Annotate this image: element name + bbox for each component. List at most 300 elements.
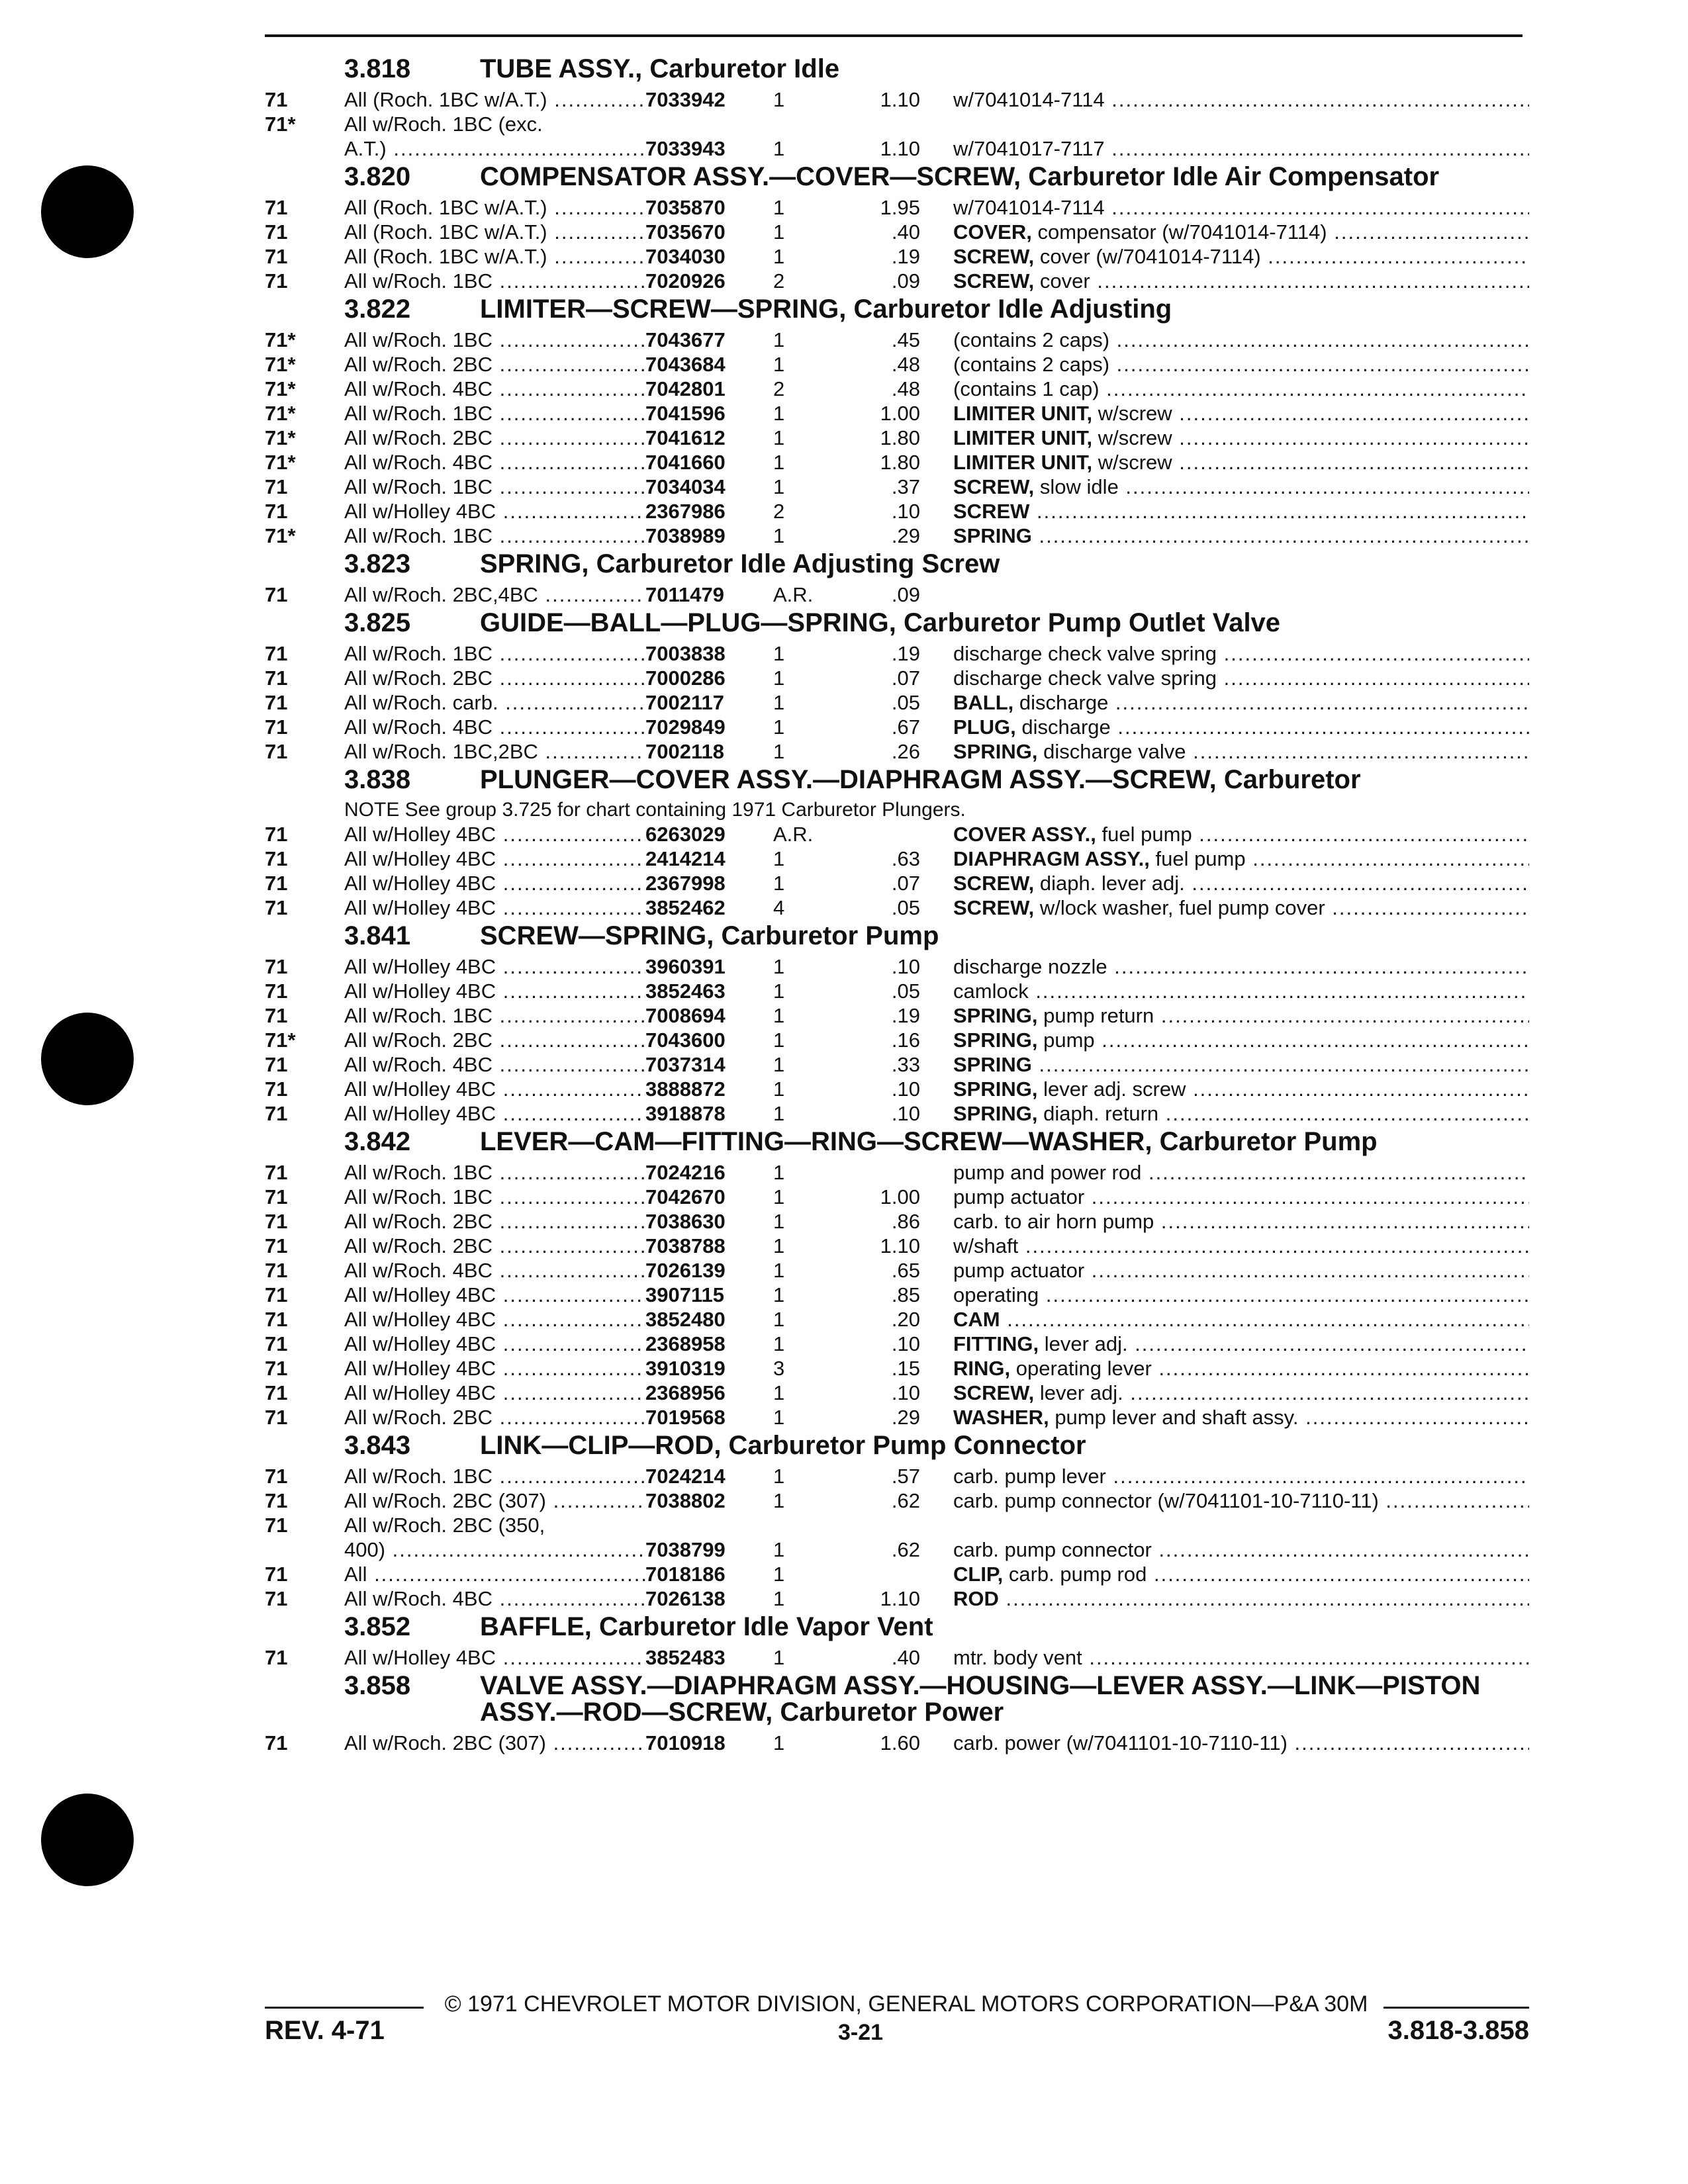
description-keyword: LIMITER UNIT, <box>953 426 1093 449</box>
section-3-825 <box>0 610 1688 764</box>
application-cell: All w/Holley 4BC ..... <box>344 1077 645 1101</box>
section-number: 3.852 <box>344 1612 411 1641</box>
part-number-cell: 6263029 <box>645 823 726 846</box>
description-text: pump actuator <box>953 1185 1085 1208</box>
application-cell: All w/Roch. 1BC ..... <box>344 641 645 666</box>
section-3-822 <box>0 296 1688 548</box>
section-number: 3.843 <box>344 1431 411 1460</box>
price-cell: .10 <box>891 1332 920 1355</box>
part-number-cell: 7018186 <box>645 1563 726 1586</box>
application-cell: All w/Roch. 2BC ..... <box>344 1234 645 1258</box>
description-keyword: SPRING <box>953 1053 1032 1076</box>
part-number-cell: 7026138 <box>645 1587 726 1610</box>
quantity-cell: 1 <box>773 1102 785 1125</box>
quantity-cell: 1 <box>773 1259 785 1282</box>
binder-hole-bottom <box>41 1794 134 1886</box>
year-cell: 71* <box>265 1028 296 1052</box>
part-row <box>0 979 1688 1003</box>
price-cell: .10 <box>891 500 920 523</box>
part-row <box>0 1307 1688 1332</box>
section-title: LEVER—CAM—FITTING—RING—SCREW—WASHER, Carburetor Pump <box>480 1127 1378 1156</box>
section-title: SPRING, Carburetor Idle Adjusting Screw <box>480 549 1000 578</box>
part-number-cell: 7042801 <box>645 377 726 400</box>
application-cell: All w/Roch. 4BC ..... <box>344 377 645 401</box>
part-number-cell: 7043677 <box>645 328 726 351</box>
price-cell: .29 <box>891 524 920 547</box>
section-number: 3.825 <box>344 608 411 637</box>
application-cell: All w/Roch. 1BC ..... <box>344 269 645 293</box>
price-cell: 1.80 <box>880 451 920 474</box>
quantity-cell: 1 <box>773 1465 785 1488</box>
description-text: pump <box>1043 1028 1095 1052</box>
description-cell <box>953 895 1529 920</box>
year-cell: 71 <box>265 583 288 606</box>
description-keyword: SPRING, <box>953 1004 1038 1027</box>
part-row <box>0 426 1688 450</box>
application-cell: All w/Roch. 4BC ..... <box>344 1258 645 1283</box>
application-cell: All w/Roch. 2BC (307) ..... <box>344 1731 645 1755</box>
year-cell: 71 <box>265 1406 288 1429</box>
year-cell: 71 <box>265 740 288 763</box>
section-number: 3.818 <box>344 54 411 83</box>
description-text: camlock <box>953 979 1029 1003</box>
year-cell: 71* <box>265 402 296 425</box>
section-title: SCREW—SPRING, Carburetor Pump <box>480 921 939 950</box>
quantity-cell: 1 <box>773 402 785 425</box>
description-cell <box>953 1003 1529 1028</box>
price-cell: .10 <box>891 955 920 978</box>
year-cell: 71 <box>265 1161 288 1184</box>
section-3-841 <box>0 923 1688 1126</box>
description-cell <box>953 1731 1529 1755</box>
application-cell: All w/Roch. 4BC ..... <box>344 1586 645 1611</box>
year-cell: 71 <box>265 1053 288 1076</box>
part-number-cell: 7035870 <box>645 196 726 219</box>
description-cell <box>953 979 1529 1003</box>
description-text: operating <box>953 1283 1039 1306</box>
year-cell: 71* <box>265 328 296 351</box>
quantity-cell: 1 <box>773 1538 785 1561</box>
description-cell <box>953 1488 1529 1513</box>
description-text: w/shaft <box>953 1234 1019 1257</box>
section-title: TUBE ASSY., Carburetor Idle <box>480 54 840 83</box>
description-keyword: SCREW <box>953 500 1030 523</box>
description-text: (contains 2 caps) <box>953 353 1110 376</box>
quantity-cell: A.R. <box>773 823 814 846</box>
part-row <box>0 1101 1688 1126</box>
description-text: lever adj. <box>1039 1381 1123 1404</box>
quantity-cell: 1 <box>773 1210 785 1233</box>
part-row <box>0 954 1688 979</box>
section-title: PLUNGER—COVER ASSY.—DIAPHRAGM ASSY.—SCREW, Carburetor <box>480 765 1361 794</box>
part-number-cell: 7033942 <box>645 88 726 111</box>
description-text: discharge check valve spring <box>953 642 1217 665</box>
price-cell: .48 <box>891 377 920 400</box>
year-cell: 71 <box>265 955 288 978</box>
part-row <box>0 666 1688 690</box>
part-number-cell: 3852462 <box>645 896 726 919</box>
part-row <box>0 1003 1688 1028</box>
description-cell <box>953 1160 1529 1185</box>
description-cell <box>953 641 1529 666</box>
description-cell <box>953 1209 1529 1234</box>
price-cell: .10 <box>891 1102 920 1125</box>
price-cell: 1.10 <box>880 1587 920 1610</box>
section-title: VALVE ASSY.—DIAPHRAGM ASSY.—HOUSING—LEVER ASSY.—LINK—PISTON ASSY.—ROD—SCREW, Carburetor Power <box>480 1671 1481 1727</box>
application-cell: All w/Roch. 1BC ..... <box>344 523 645 548</box>
description-cell <box>953 220 1529 244</box>
quantity-cell: 1 <box>773 1308 785 1331</box>
part-row <box>0 1077 1688 1101</box>
quantity-cell: 1 <box>773 740 785 763</box>
part-row <box>0 1209 1688 1234</box>
description-text: fuel pump <box>1155 847 1246 870</box>
year-cell: 71 <box>265 1646 288 1669</box>
description-cell <box>953 822 1529 846</box>
price-cell: .16 <box>891 1028 920 1052</box>
year-cell: 71* <box>265 451 296 474</box>
price-cell: 1.60 <box>880 1731 920 1754</box>
quantity-cell: 1 <box>773 642 785 665</box>
quantity-cell: 1 <box>773 196 785 219</box>
part-row <box>0 1332 1688 1356</box>
description-keyword: DIAPHRAGM ASSY., <box>953 847 1150 870</box>
quantity-cell: 2 <box>773 377 785 400</box>
section-3-823 <box>0 551 1688 607</box>
quantity-cell: 2 <box>773 269 785 293</box>
description-text: cover (w/7041014-7114) <box>1039 245 1261 268</box>
description-keyword: CLIP, <box>953 1563 1004 1586</box>
description-text: (contains 2 caps) <box>953 328 1110 351</box>
part-row <box>0 1586 1688 1611</box>
part-row <box>0 1464 1688 1488</box>
description-text: discharge nozzle <box>953 955 1107 978</box>
application-cell: All w/Holley 4BC ..... <box>344 979 645 1003</box>
section-heading <box>0 610 1688 636</box>
part-row <box>0 1283 1688 1307</box>
application-cell: All w/Roch. carb. ..... <box>344 690 645 715</box>
application-cell: All w/Holley 4BC ..... <box>344 822 645 846</box>
description-keyword: SCREW, <box>953 475 1035 498</box>
description-cell <box>953 1645 1529 1670</box>
price-cell: .19 <box>891 1004 920 1027</box>
description-text: w/7041017-7117 <box>953 137 1105 160</box>
description-keyword: SCREW, <box>953 896 1035 919</box>
part-number-cell: 7034030 <box>645 245 726 268</box>
price-cell: .63 <box>891 847 920 870</box>
price-cell: 1.10 <box>880 1234 920 1257</box>
section-heading <box>0 551 1688 577</box>
year-cell: 71 <box>265 1587 288 1610</box>
description-text: (contains 1 cap) <box>953 377 1100 400</box>
section-3-852 <box>0 1614 1688 1670</box>
description-keyword: LIMITER UNIT, <box>953 451 1093 474</box>
application-cell: All (Roch. 1BC w/A.T.) ..... <box>344 195 645 220</box>
application-cell: All w/Holley 4BC ..... <box>344 499 645 523</box>
part-number-cell: 7002117 <box>645 691 724 714</box>
quantity-cell: 1 <box>773 1646 785 1669</box>
quantity-cell: 1 <box>773 1332 785 1355</box>
price-cell: .40 <box>891 220 920 244</box>
part-row <box>0 523 1688 548</box>
application-cell: All w/Roch. 2BC ..... <box>344 426 645 450</box>
description-cell <box>953 87 1529 112</box>
section-heading <box>0 296 1688 322</box>
application-cell: All w/Holley 4BC ..... <box>344 1645 645 1670</box>
footer-rule-left <box>265 2007 424 2009</box>
part-number-cell: 7038802 <box>645 1489 726 1512</box>
quantity-cell: 1 <box>773 979 785 1003</box>
description-text: discharge check valve spring <box>953 666 1217 690</box>
part-number-cell: 7011479 <box>645 583 724 606</box>
quantity-cell: 1 <box>773 1381 785 1404</box>
year-cell: 71 <box>265 1465 288 1488</box>
quantity-cell: A.R. <box>773 583 814 606</box>
part-number-cell: 3888872 <box>645 1077 726 1101</box>
part-row <box>0 846 1688 871</box>
part-number-cell: 7026139 <box>645 1259 726 1282</box>
parts-catalog-content <box>0 53 1688 1755</box>
application-cell: All w/Roch. 1BC ..... <box>344 475 645 499</box>
description-keyword: LIMITER UNIT, <box>953 402 1093 425</box>
part-number-cell: 7034034 <box>645 475 726 498</box>
section-heading <box>0 163 1688 190</box>
part-row <box>0 1356 1688 1381</box>
quantity-cell: 3 <box>773 1357 785 1380</box>
application-cell: All w/Roch. 1BC ..... <box>344 1003 645 1028</box>
price-cell: 1.95 <box>880 196 920 219</box>
year-cell: 71 <box>265 715 288 739</box>
quantity-cell: 1 <box>773 1731 785 1754</box>
description-cell <box>953 1332 1529 1356</box>
description-keyword: SPRING, <box>953 1028 1038 1052</box>
description-cell <box>953 1234 1529 1258</box>
year-cell: 71 <box>265 475 288 498</box>
application-cell: All w/Roch. 1BC ..... <box>344 1160 645 1185</box>
description-text: cover <box>1039 269 1090 293</box>
description-text: compensator (w/7041014-7114) <box>1037 220 1327 244</box>
quantity-cell: 1 <box>773 426 785 449</box>
revision-label: REV. 4-71 <box>265 2016 385 2045</box>
year-cell: 71* <box>265 524 296 547</box>
description-text: slow idle <box>1039 475 1119 498</box>
year-cell: 71* <box>265 353 296 376</box>
quantity-cell: 1 <box>773 524 785 547</box>
year-cell: 71 <box>265 1381 288 1404</box>
description-keyword: COVER, <box>953 220 1032 244</box>
year-cell: 71* <box>265 426 296 449</box>
year-cell: 71 <box>265 823 288 846</box>
description-cell <box>953 523 1529 548</box>
description-keyword: BALL, <box>953 691 1014 714</box>
part-row <box>0 401 1688 426</box>
year-cell: 71 <box>265 1283 288 1306</box>
application-cell: All w/Roch. 4BC ..... <box>344 715 645 739</box>
part-number-cell: 2367986 <box>645 500 726 523</box>
price-cell: .26 <box>891 740 920 763</box>
part-row <box>0 1731 1688 1755</box>
year-cell: 71 <box>265 1259 288 1282</box>
year-cell: 71 <box>265 1077 288 1101</box>
section-heading <box>0 923 1688 949</box>
part-row <box>0 1052 1688 1077</box>
quantity-cell: 1 <box>773 1234 785 1257</box>
year-cell: 71 <box>265 642 288 665</box>
part-row <box>0 87 1688 112</box>
part-number-cell: 3910319 <box>645 1357 726 1380</box>
description-text: w/screw <box>1098 426 1172 449</box>
price-cell: .05 <box>891 979 920 1003</box>
application-cell: All w/Roch. 2BC (307) ..... <box>344 1488 645 1513</box>
part-number-cell: 3907115 <box>645 1283 724 1306</box>
part-number-cell: 3852480 <box>645 1308 726 1331</box>
description-cell <box>953 352 1529 377</box>
description-cell <box>953 426 1529 450</box>
price-cell: .10 <box>891 1381 920 1404</box>
application-cell: All ..... <box>344 1562 645 1586</box>
application-cell: All w/Roch. 2BC ..... <box>344 1028 645 1052</box>
part-row <box>0 641 1688 666</box>
description-keyword: FITTING, <box>953 1332 1039 1355</box>
description-keyword: SCREW, <box>953 269 1035 293</box>
price-cell: .19 <box>891 642 920 665</box>
part-row <box>0 1537 1688 1562</box>
part-number-cell: 7038989 <box>645 524 726 547</box>
description-cell <box>953 1537 1529 1562</box>
quantity-cell: 1 <box>773 451 785 474</box>
application-cell: All (Roch. 1BC w/A.T.) ..... <box>344 244 645 269</box>
description-keyword: SPRING <box>953 524 1032 547</box>
description-text: carb. to air horn pump <box>953 1210 1154 1233</box>
description-cell <box>953 401 1529 426</box>
part-row <box>0 1160 1688 1185</box>
part-row <box>0 328 1688 352</box>
price-cell: 1.00 <box>880 1185 920 1208</box>
quantity-cell: 1 <box>773 955 785 978</box>
description-text: discharge <box>1019 691 1109 714</box>
description-keyword: SCREW, <box>953 245 1035 268</box>
part-number-cell: 7008694 <box>645 1004 726 1027</box>
part-number-cell: 7019568 <box>645 1406 726 1429</box>
part-row <box>0 1028 1688 1052</box>
part-number-cell: 2368956 <box>645 1381 726 1404</box>
application-cell: 400) ..... <box>344 1537 645 1562</box>
quantity-cell: 1 <box>773 137 785 160</box>
application-cell: All w/Roch. 2BC ..... <box>344 1405 645 1430</box>
year-cell: 71 <box>265 1357 288 1380</box>
part-number-cell: 7037314 <box>645 1053 726 1076</box>
year-cell: 71 <box>265 1234 288 1257</box>
description-cell <box>953 1586 1529 1611</box>
section-number: 3.858 <box>344 1671 411 1700</box>
section-3-818 <box>0 56 1688 161</box>
part-number-cell: 7041612 <box>645 426 726 449</box>
application-cell: All w/Holley 4BC ..... <box>344 1356 645 1381</box>
price-cell: 1.00 <box>880 402 920 425</box>
description-cell <box>953 954 1529 979</box>
year-cell: 71 <box>265 896 288 919</box>
year-cell: 71 <box>265 1514 288 1537</box>
description-text: carb. power (w/7041101-10-7110-11) <box>953 1731 1288 1754</box>
price-cell: 1.10 <box>880 88 920 111</box>
price-cell: .15 <box>891 1357 920 1380</box>
description-keyword: SCREW, <box>953 1381 1035 1404</box>
part-number-cell: 7020926 <box>645 269 726 293</box>
year-cell: 71 <box>265 88 288 111</box>
part-number-cell: 7041660 <box>645 451 726 474</box>
part-row <box>0 1513 1688 1537</box>
price-cell: .62 <box>891 1489 920 1512</box>
part-number-cell: 2414214 <box>645 847 726 870</box>
description-cell <box>953 1381 1529 1405</box>
part-number-cell: 3960391 <box>645 955 726 978</box>
description-cell <box>953 1052 1529 1077</box>
application-cell: All w/Roch. 1BC ..... <box>344 328 645 352</box>
description-cell <box>953 1464 1529 1488</box>
year-cell: 71 <box>265 847 288 870</box>
part-number-cell: 3918878 <box>645 1102 726 1125</box>
part-row <box>0 1381 1688 1405</box>
year-cell: 71 <box>265 1563 288 1586</box>
part-number-cell: 7029849 <box>645 715 726 739</box>
part-row <box>0 1234 1688 1258</box>
quantity-cell: 1 <box>773 847 785 870</box>
section-title: LINK—CLIP—ROD, Carburetor Pump Connector <box>480 1431 1086 1460</box>
description-cell <box>953 1405 1529 1430</box>
price-cell: .07 <box>891 666 920 690</box>
price-cell: 1.10 <box>880 137 920 160</box>
quantity-cell: 1 <box>773 1587 785 1610</box>
description-cell <box>953 715 1529 739</box>
description-text: carb. pump lever <box>953 1465 1106 1488</box>
description-cell <box>953 1185 1529 1209</box>
part-row <box>0 1185 1688 1209</box>
application-cell: All w/Holley 4BC ..... <box>344 895 645 920</box>
section-number: 3.838 <box>344 765 411 794</box>
description-text: lever adj. <box>1044 1332 1128 1355</box>
year-cell: 71 <box>265 245 288 268</box>
section-heading <box>0 56 1688 82</box>
description-cell <box>953 1101 1529 1126</box>
description-cell <box>953 1258 1529 1283</box>
quantity-cell: 1 <box>773 1406 785 1429</box>
quantity-cell: 1 <box>773 328 785 351</box>
description-cell <box>953 136 1529 161</box>
price-cell: .19 <box>891 245 920 268</box>
description-keyword: CAM <box>953 1308 1000 1331</box>
description-keyword: COVER ASSY., <box>953 823 1096 846</box>
part-row <box>0 499 1688 523</box>
description-text: w/7041014-7114 <box>953 88 1105 111</box>
application-cell: All w/Roch. 2BC ..... <box>344 666 645 690</box>
price-cell: .05 <box>891 896 920 919</box>
part-row <box>0 112 1688 136</box>
description-cell <box>953 1283 1529 1307</box>
description-text: carb. pump rod <box>1008 1563 1147 1586</box>
quantity-cell: 1 <box>773 1185 785 1208</box>
description-text: w/7041014-7114 <box>953 196 1105 219</box>
description-keyword: RING, <box>953 1357 1011 1380</box>
part-number-cell: 3852463 <box>645 979 726 1003</box>
description-cell <box>953 739 1529 764</box>
year-cell: 71 <box>265 1308 288 1331</box>
application-cell: All w/Roch. 2BC ..... <box>344 1209 645 1234</box>
description-text: lever adj. screw <box>1043 1077 1186 1101</box>
price-cell: .57 <box>891 1465 920 1488</box>
price-cell: .85 <box>891 1283 920 1306</box>
part-number-cell: 7038630 <box>645 1210 726 1233</box>
description-text: mtr. body vent <box>953 1646 1082 1669</box>
